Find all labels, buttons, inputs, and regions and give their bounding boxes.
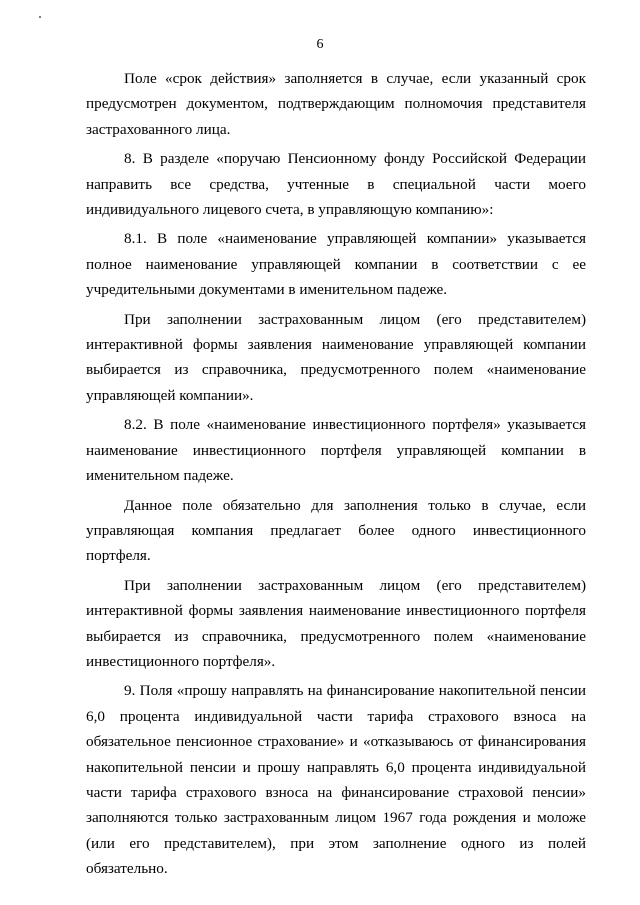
paragraph-8-2-interactive: При заполнении застрахованным лицом (его представителем) интерактивной формы заявления наименование инвестиционного портфеля выбирается из справочника, предусмотренного полем «наименование инвестиционного портфеля».	[86, 576, 586, 670]
paragraph-8-1: 8.1. В поле «наименование управляющей компании» указывается полное наименование управляющей компании в соответствии с ее учредительными документами в именительном падеже.	[86, 230, 586, 299]
paragraph-8-2-mandatory: Данное поле обязательно для заполнения только в случае, если управляющая компания предлагает более одного инвестиционного портфеля.	[86, 496, 586, 565]
paragraph-8-1-interactive: При заполнении застрахованным лицом (его представителем) интерактивной формы заявления наименование управляющей компании выбирается из справочника, предусмотренного полем «наименование управляющей компании».	[86, 310, 586, 404]
paragraph-section-8: 8. В разделе «поручаю Пенсионному фонду Российской Федерации направить все средства, учтенные в специальной части моего индивидуального лицевого счета, в управляющую компанию»:	[86, 150, 586, 219]
paragraph-section-9: 9. Поля «прошу направлять на финансирование накопительной пенсии 6,0 процента индивидуальной части тарифа страхового взноса на обязательное пенсионное страхование» и «отказываюсь от финансирования накопительной пенсии и прошу направлять 6,0 процента индивидуальной части тарифа страхового взноса на финансирование страховой пенсии» заполняются только застрахованным лицом 1967 года рождения и моложе (или его представителем), при этом заполнение одного из полей обязательно.	[86, 682, 586, 878]
page-number: 6	[316, 37, 324, 52]
paragraph-validity-field: Поле «срок действия» заполняется в случае, если указанный срок предусмотрен документом, подтверждающим полномочия представителя застрахованного лица.	[86, 70, 586, 138]
paragraph-8-2: 8.2. В поле «наименование инвестиционного портфеля» указывается наименование инвестиционного портфеля управляющей компании в именительном падеже.	[86, 416, 586, 485]
scan-speck	[39, 16, 41, 18]
document-body	[86, 66, 586, 886]
